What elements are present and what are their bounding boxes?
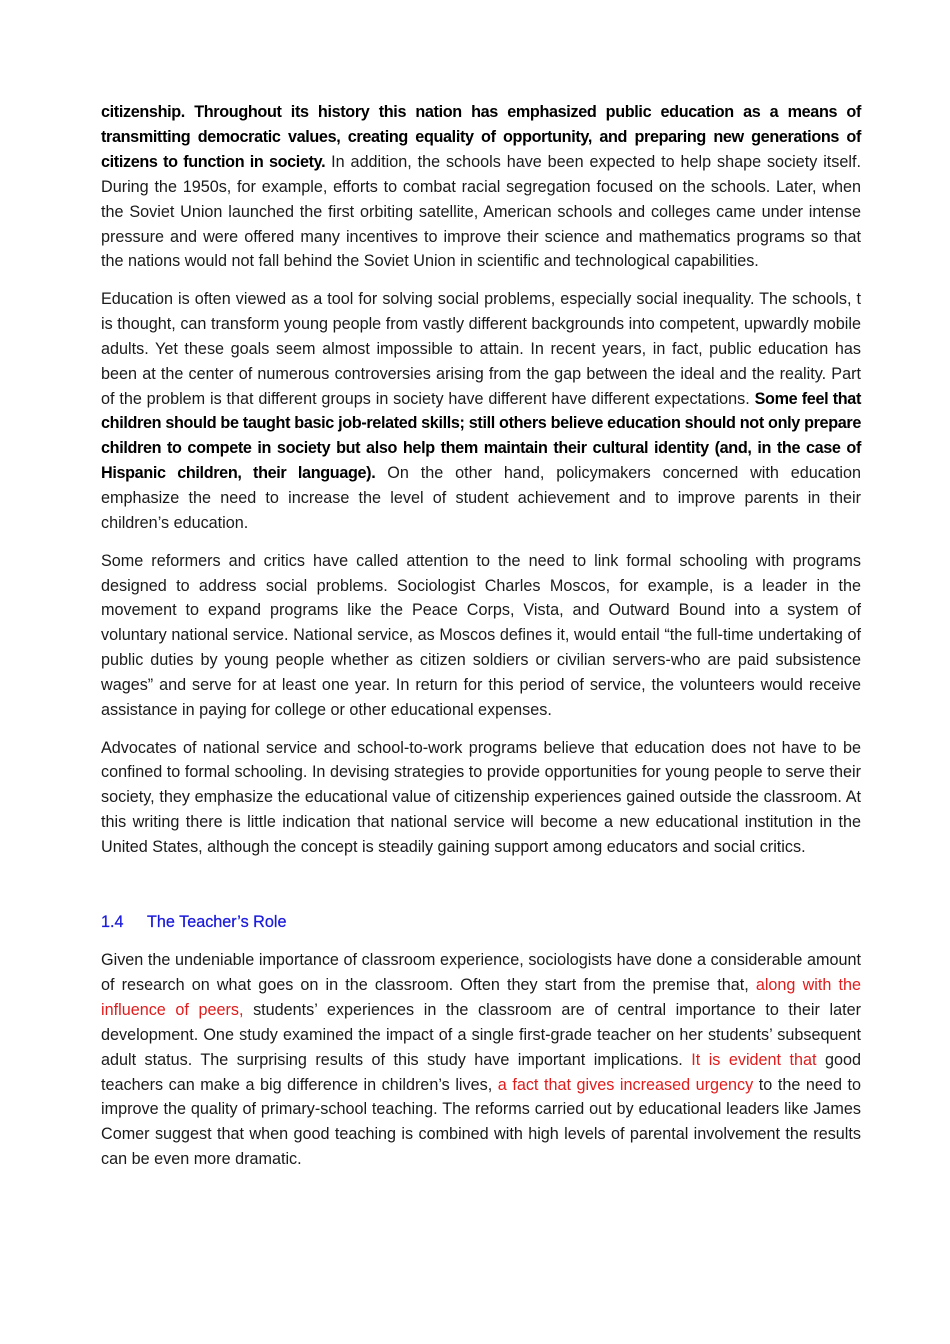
text-run: to the need to improve the quality of primary-school teaching. The reforms carried out by educational leaders like James Comer suggest that when good teaching is combined with high levels of parental involvement the results can be even more dramatic. — [101, 1075, 862, 1169]
section-number: 1.4 — [101, 913, 124, 932]
highlighted-run: It is evident that — [691, 1050, 817, 1069]
paragraph-social-problems — [101, 287, 861, 536]
text-run: Advocates of national service and school-to-work programs believe that education does not have to be confined to formal schooling. In devising strategies to provide opportunities for young people to serve their society, they emphasize the educational value of citizenship experiences gained outside the classroom. At this writing there is little indication that national service will become a new educational institution in the United States, although the concept is steadily gaining support among educators and social critics. — [101, 738, 861, 857]
section-title: The Teacher’s Role — [147, 913, 287, 932]
paragraph-advocates — [101, 736, 861, 861]
paragraph-teacher-role — [101, 948, 861, 1172]
document-page — [101, 100, 861, 1185]
text-run: On the other hand, policymakers concerned with education emphasize the need to increase the level of student achievement and to improve parents in their children’s education. — [101, 464, 861, 533]
text-run: In addition, the schools have been expected to help shape society itself. During the 1950s, for example, efforts to combat racial segregation focused on the schools. Later, when the Soviet Union launched the first orbiting satellite, American schools and colleges came under intense pressure and were offered many incentives to improve their science and mathematics programs so that the nations would not fall behind the Soviet Union in scientific and technological capabilities. — [101, 152, 861, 271]
text-run: Some reformers and critics have called attention to the need to link formal schooling with programs designed to address social problems. Sociologist Charles Moscos, for example, is a leader in the movement to expand programs like the Peace Corps, Vista, and Outward Bound into a system of voluntary national service. National service, as Moscos defines it, would entail “the full-time undertaking of public duties by young people whether as citizen soldiers or civilian servers-who are paid subsistence wages” and serve for at least one year. In return for this period of service, the volunteers would receive assistance in paying for college or other educational expenses. — [101, 551, 861, 720]
highlighted-run: along with the influence of peers, — [101, 975, 861, 1019]
text-run: Given the undeniable importance of classroom experience, sociologists have done a considerable amount of research on what goes on in the classroom. Often they start from the premise that, — [101, 950, 861, 994]
text-run: Education is often viewed as a tool for solving social problems, especially social inequality. The schools, t is thought, can transform young people from vastly different backgrounds into competent, upwardly mobile adults. Yet these goals seem almost impossible to attain. In recent years, in fact, public education has been at the center of numerous controversies arising from the gap between the ideal and the reality. Part of the problem is that different groups in society have different have different expectations. — [101, 289, 861, 408]
text-run: good teachers can make a big difference in children’s lives, — [101, 1050, 861, 1094]
highlighted-run: a fact that gives increased urgency — [497, 1075, 754, 1094]
section-heading — [101, 910, 861, 935]
paragraph-national-service — [101, 549, 861, 723]
paragraph-civic-education — [101, 100, 861, 274]
text-run: students’ experiences in the classroom are of central importance to their later development. One study examined the impact of a single first-grade teacher on her students’ subsequent adult status. The surprising results of this study have important implications. — [101, 1000, 861, 1069]
bold-run: citizenship. Throughout its history this nation has emphasized public education as a means of transmitting democratic values, creating equality of opportunity, and preparing new generations of citizens to function in society. — [101, 103, 861, 171]
bold-run: Some feel that children should be taught basic job-related skills; still others believe education should not only prepare children to compete in society but also help them maintain their cultural identity (and, in the case of Hispanic children, their language). — [101, 389, 862, 483]
